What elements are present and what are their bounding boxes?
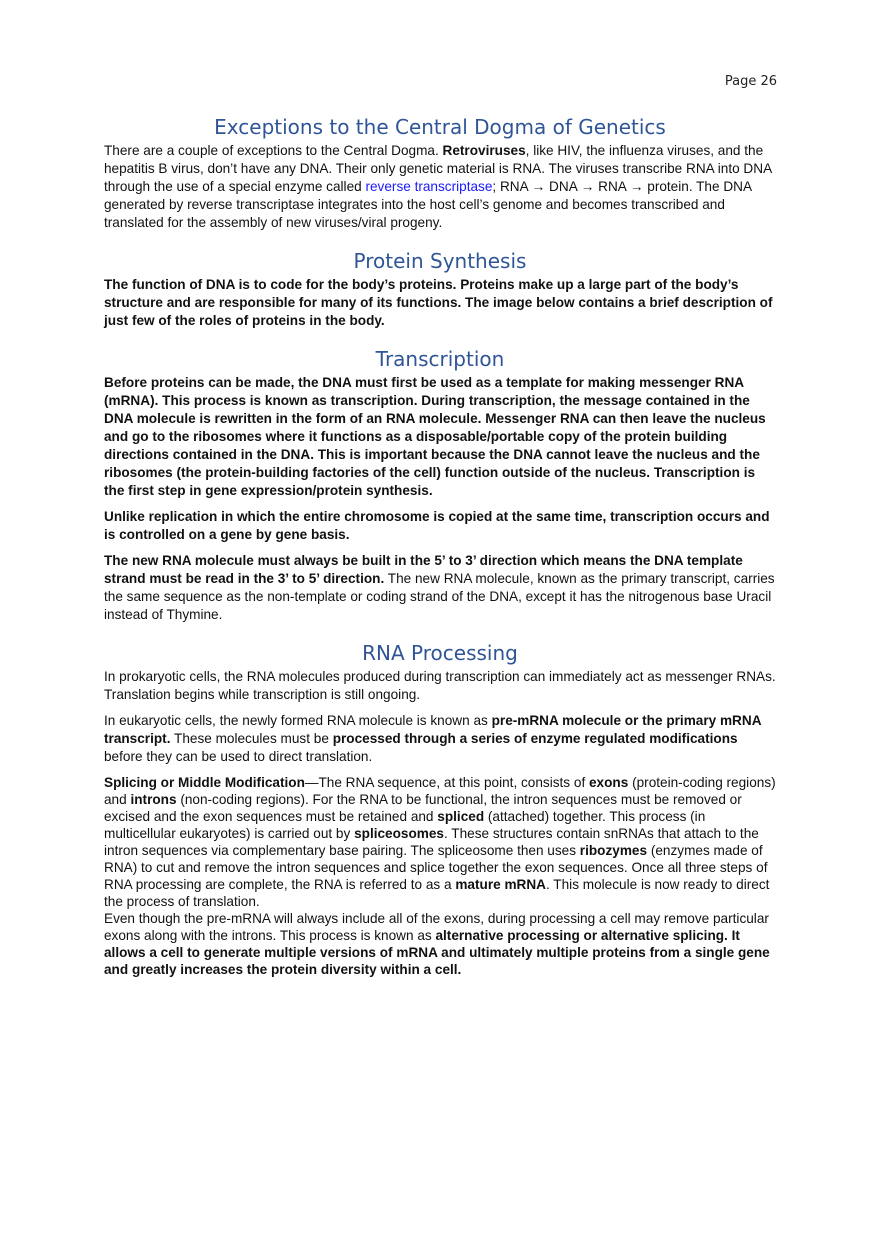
reverse-transcriptase-link[interactable]: reverse transcriptase: [365, 179, 493, 194]
document-body: [104, 112, 776, 978]
paragraph-eukaryotic: In eukaryotic cells, the newly formed RNA molecule is known as pre-mRNA molecule or the primary mRNA transcript. These molecules must be processed through a series of enzyme regulated modifications before they can be used to direct translation.: [104, 713, 762, 764]
paragraph-prokaryotic: In prokaryotic cells, the RNA molecules produced during transcription can immediately act as messenger RNAs. Translation begins while transcription is still ongoing.: [104, 669, 776, 702]
paragraph-rna-direction: The new RNA molecule must always be built in the 5’ to 3’ direction which means the DNA template strand must be read in the 3’ to 5’ direction. The new RNA molecule, known as the primary transcript, carries the same sequence as the non-template or coding strand of the DNA, except it has the nitrogenous base Uracil instead of Thymine.: [104, 553, 775, 622]
heading-exceptions: Exceptions to the Central Dogma of Genetics: [214, 115, 666, 139]
paragraph-splicing: Splicing or Middle Modification—The RNA sequence, at this point, consists of exons (protein-coding regions) and introns (non-coding regions). For the RNA to be functional, the intron sequences must be removed or excised and the exon sequences must be retained and spliced (attached) together. This process (in multicellular eukaryotes) is carried out by spliceosomes. These structures contain snRNAs that attach to the intron sequences via complementary base pairing. The spliceosome then uses ribozymes (enzymes made of RNA) to cut and remove the intron sequences and splice together the exon sequences. Once all three steps of RNA processing are complete, the RNA is referred to as a mature mRNA. This molecule is now ready to direct the process of translation.: [104, 775, 776, 909]
paragraph-gene-by-gene: Unlike replication in which the entire chromosome is copied at the same time, transcription occurs and is controlled on a gene by gene basis.: [104, 509, 770, 542]
heading-protein-synthesis: Protein Synthesis: [353, 249, 527, 273]
paragraph-dna-function: The function of DNA is to code for the body’s proteins. Proteins make up a large part of the body’s structure and are responsible for many of its functions. The image below contains a brief description of just few of the roles of proteins in the body.: [104, 277, 773, 328]
page-number: Page 26: [724, 74, 777, 89]
paragraph-transcription-intro: Before proteins can be made, the DNA must first be used as a template for making messenger RNA (mRNA). This process is known as transcription. During transcription, the message contained in the DNA molecule is rewritten in the form of an RNA molecule. Messenger RNA can then leave the nucleus and go to the ribosomes where it functions as a disposable/portable copy of the protein building directions contained in the DNA. This is important because the DNA cannot leave the nucleus and the ribosomes (the protein-building factories of the cell) function outside of the nucleus. Transcription is the first step in gene expression/protein synthesis.: [104, 375, 766, 498]
heading-transcription: Transcription: [375, 347, 505, 371]
paragraph-retroviruses: There are a couple of exceptions to the Central Dogma. Retroviruses, like HIV, the influenza viruses, and the hepatitis B virus, don’t have any DNA. Their only genetic material is RNA. The viruses transcribe RNA into DNA through the use of a special enzyme called reverse transcriptase; RNA → DNA → RNA → protein. The DNA generated by reverse transcriptase integrates into the host cell’s genome and becomes transcribed and translated for the assembly of new viruses/viral progeny.: [104, 143, 772, 230]
heading-rna-processing: RNA Processing: [362, 641, 518, 665]
paragraph-alternative-splicing: Even though the pre-mRNA will always include all of the exons, during processing a cell may remove particular exons along with the introns. This process is known as alternative processing or alternative splicing. It allows a cell to generate multiple versions of mRNA and ultimately multiple proteins from a single gene and greatly increases the protein diversity within a cell.: [104, 911, 770, 977]
term-retroviruses: Retroviruses: [442, 143, 526, 158]
